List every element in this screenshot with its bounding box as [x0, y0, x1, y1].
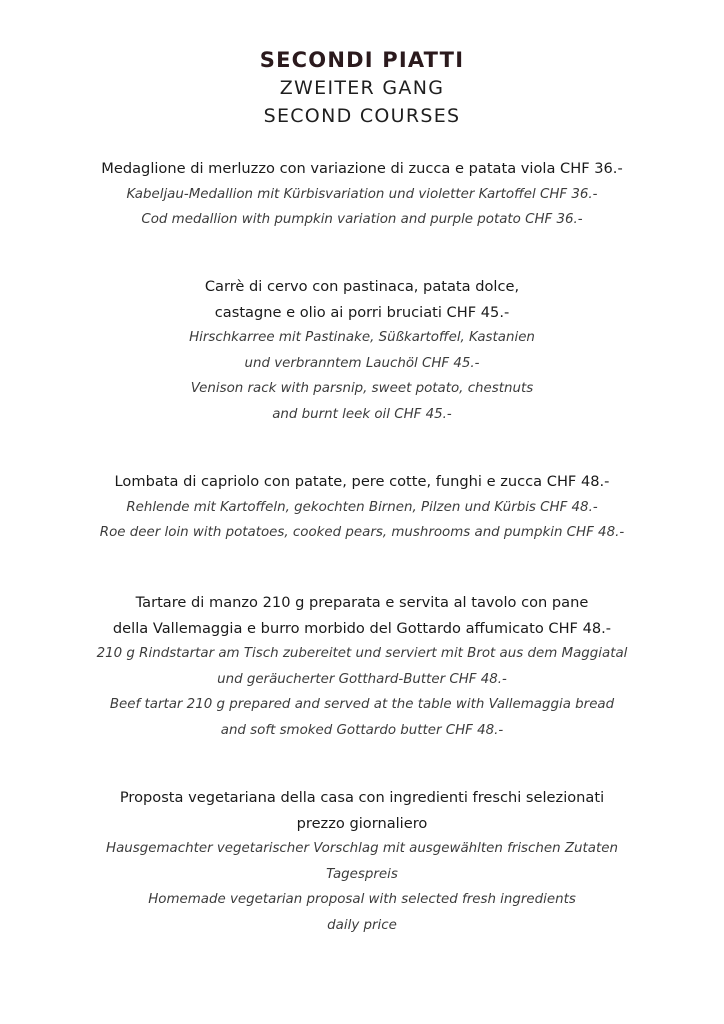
dish-name-german-line1: Hirschkarree mit Pastinake, Süßkartoffel, Kastanien — [189, 330, 535, 345]
dish-name-italian-line2: prezzo giornaliero — [296, 814, 428, 832]
dish-name-italian-line1: Carrè di cervo con pastinaca, patata dolce, — [204, 278, 520, 295]
dish-name-italian: Medaglione di merluzzo con variazione di zucca e patata viola CHF 36.- — [101, 160, 623, 177]
dish-name-italian-line2: castagne e olio ai porri bruciati CHF 45.- — [214, 303, 510, 321]
dish-name-english-line1: Homemade vegetarian proposal with selected fresh ingredients — [148, 892, 576, 907]
dish-name-italian: Lombata di capriolo con patate, pere cotte, funghi e zucca CHF 48.- — [114, 473, 610, 490]
dish-name-english: Roe deer loin with potatoes, cooked pears, mushrooms and pumpkin CHF 48.- — [99, 525, 625, 540]
dish-name-german-line1: 210 g Rindstartar am Tisch zubereitet und serviert mit Brot aus dem Maggiatal — [96, 646, 628, 661]
dish-name-german: Rehlende mit Kartoffeln, gekochten Birnen, Pilzen und Kürbis CHF 48.- — [126, 499, 598, 515]
menu-item-venison-rack — [0, 274, 724, 427]
menu-item-vegetarian-proposal — [0, 785, 724, 938]
section-title-german: ZWEITER GANG — [279, 77, 445, 99]
menu-header — [0, 46, 724, 130]
dish-name-italian-line2: della Vallemaggia e burro morbido del Gottardo affumicato CHF 48.- — [112, 619, 612, 637]
dish-name-english-line2: daily price — [327, 917, 397, 933]
dish-name-german-line1: Hausgemachter vegetarischer Vorschlag mit ausgewählten frischen Zutaten — [106, 841, 618, 856]
dish-name-english-line1: Beef tartar 210 g prepared and served at the table with Vallemaggia bread — [109, 697, 615, 712]
dish-name-english-line2: and burnt leek oil CHF 45.- — [272, 406, 452, 422]
menu-item-cod-medallion — [0, 156, 724, 233]
dish-name-german: Kabeljau-Medallion mit Kürbisvariation und violetter Kartoffel CHF 36.- — [126, 186, 598, 202]
dish-name-german-line2: und verbranntem Lauchöl CHF 45.- — [244, 355, 480, 371]
dish-name-german-line2: und geräucherter Gotthard-Butter CHF 48.- — [217, 671, 507, 687]
dish-name-italian-line1: Tartare di manzo 210 g preparata e servita al tavolo con pane — [135, 594, 589, 611]
dish-name-english-line2: and soft smoked Gottardo butter CHF 48.- — [220, 722, 504, 738]
dish-name-italian-line1: Proposta vegetariana della casa con ingredienti freschi selezionati — [119, 789, 605, 806]
dish-name-english: Cod medallion with pumpkin variation and purple potato CHF 36.- — [141, 212, 583, 227]
dish-name-english-line1: Venison rack with parsnip, sweet potato, chestnuts — [190, 381, 534, 396]
section-title-english: SECOND COURSES — [263, 105, 461, 127]
menu-item-roe-deer-loin — [0, 469, 724, 546]
dish-name-german-line2: Tagespreis — [326, 866, 398, 882]
menu-item-beef-tartar — [0, 590, 724, 743]
section-title-italian: SECONDI PIATTI — [259, 48, 465, 72]
